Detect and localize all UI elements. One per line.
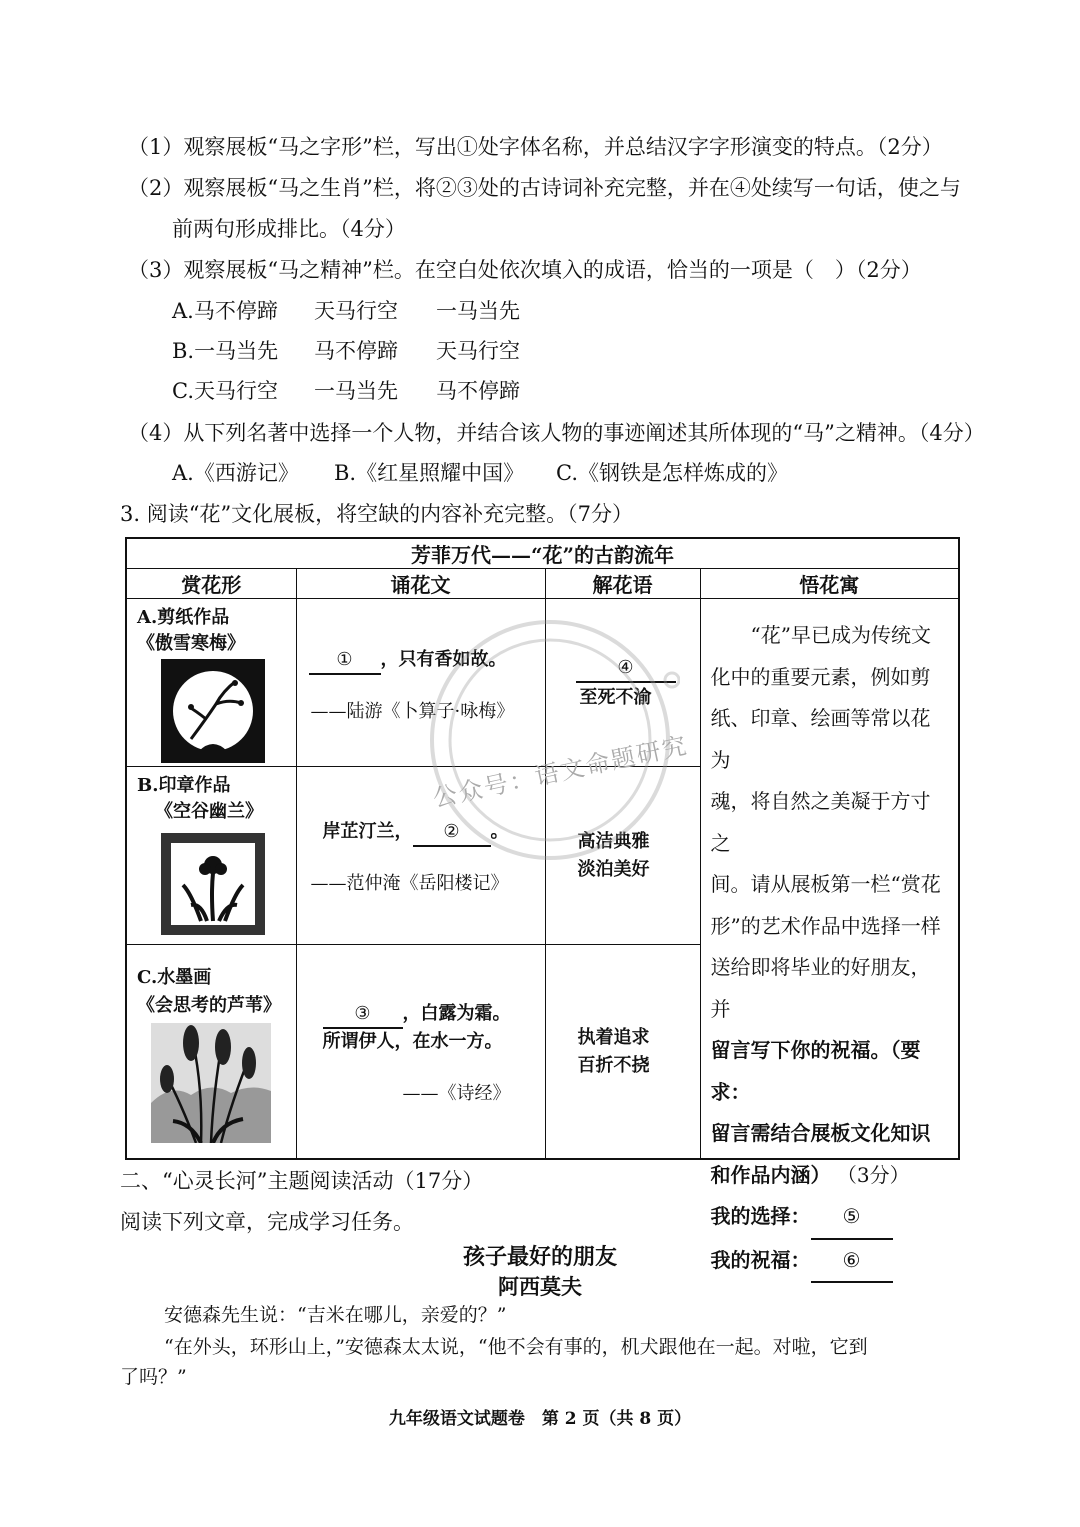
blank-5: ⑤ xyxy=(811,1196,893,1240)
row-c-label: C.水墨画 xyxy=(137,967,212,988)
row-b-language xyxy=(545,767,700,945)
article-paragraph-2-cont: 了吗？” xyxy=(120,1366,187,1388)
row-a-shape xyxy=(126,599,296,767)
header-shape: 赏花形 xyxy=(126,569,296,599)
row-c-language xyxy=(545,945,700,1159)
row-note xyxy=(700,599,959,1272)
blank-3: ③ xyxy=(323,1001,403,1029)
row-b-source: ——范仲淹《岳阳楼记》 xyxy=(310,873,509,894)
header-meaning: 悟花寓 xyxy=(700,569,959,599)
blank-1: ① xyxy=(309,647,381,675)
article-title: 孩子最好的朋友 xyxy=(462,1244,617,1270)
row-a-label: A.剪纸作品 xyxy=(137,607,230,628)
plum-papercut-image xyxy=(161,659,265,763)
article-paragraph-1: 安德森先生说：“吉米在哪儿，亲爱的？” xyxy=(164,1304,507,1326)
question-3: （3）观察展板“马之精神”栏。在空白处依次填入的成语，恰当的一项是（ ）（2分） xyxy=(128,258,922,282)
question-4: （4）从下列名著中选择一个人物，并结合该人物的事迹阐述其所体现的“马”之精神。（4分） xyxy=(128,421,985,445)
board-title: 芳菲万代——“花”的古韵流年 xyxy=(126,538,959,569)
row-b-meaning-2: 淡泊美好 xyxy=(577,859,650,880)
note-text: “花”早已成为传统文 化中的重要元素，例如剪 纸、印章、绘画等常以花为 魂，将自然之美凝于方寸之 间。请从展板第一栏“赏花 形”的艺术作品中选择一样 送给即将毕业的好朋友，并 留言写下你的祝福。（要求： 留言需结合展板文化知识 和作品内涵） （3分） 我的选择： ⑤ 我的祝福： ⑥ xyxy=(711,615,951,1283)
row-c-shape xyxy=(126,945,296,1159)
part-2-heading: 二、“心灵长河”主题阅读活动（17分） xyxy=(120,1169,484,1193)
reed-painting-image xyxy=(151,1023,271,1143)
blank-4: ④ xyxy=(576,655,676,683)
blank-6: ⑥ xyxy=(811,1240,893,1284)
row-c-line-2: 所谓伊人，在水一方。 xyxy=(322,1031,503,1052)
book-options: A.《西游记》 B.《红星照耀中国》 C.《钢铁是怎样炼成的》 xyxy=(172,461,788,485)
row-b-label: B.印章作品 xyxy=(137,775,231,796)
row-c-meaning-2: 百折不挠 xyxy=(577,1055,650,1076)
row-b-work: 《空谷幽兰》 xyxy=(155,801,263,822)
row-a-source: ——陆游《卜算子·咏梅》 xyxy=(310,701,515,722)
question-1: （1）观察展板“马之字形”栏，写出①处字体名称，并总结汉字字形演变的特点。（2分） xyxy=(128,135,943,159)
row-c-meaning-1: 执着追求 xyxy=(577,1027,650,1048)
row-c-work: 《会思考的芦苇》 xyxy=(137,995,281,1016)
article-paragraph-2: “在外头，环形山上，”安德森太太说，“他不会有事的，机犬跟他在一起。对啦，它到 xyxy=(164,1336,868,1358)
row-b-text: 岸芷汀兰， ② 。 ——范仲淹《岳阳楼记》 xyxy=(296,767,545,945)
row-a-meaning: 至死不渝 xyxy=(579,687,652,708)
option-b: B.一马当先 马不停蹄 天马行空 xyxy=(172,339,520,363)
row-a-work: 《傲雪寒梅》 xyxy=(137,633,245,654)
section-3-heading: 3. 阅读“花”文化展板，将空缺的内容补充完整。（7分） xyxy=(120,502,634,526)
row-b-shape xyxy=(126,767,296,945)
option-a: A.马不停蹄 天马行空 一马当先 xyxy=(172,299,520,323)
row-a-text: ① ，只有香如故。 ——陆游《卜算子·咏梅》 xyxy=(296,599,545,767)
question-2: （2）观察展板“马之生肖”栏，将②③处的古诗词补充完整，并在④处续写一句话，使之与 xyxy=(128,176,961,200)
header-text: 诵花文 xyxy=(296,569,545,599)
part-2-instruction: 阅读下列文章，完成学习任务。 xyxy=(120,1210,414,1234)
option-c: C.天马行空 一马当先 马不停蹄 xyxy=(172,379,520,403)
row-c-text: ③ ，白露为霜。 所谓伊人，在水一方。 ——《诗经》 xyxy=(296,945,545,1159)
article-author: 阿西莫夫 xyxy=(498,1274,582,1299)
header-language: 解花语 xyxy=(545,569,700,599)
row-c-source: ——《诗经》 xyxy=(402,1083,511,1104)
watermark-text: 公众号：语文命题研究 xyxy=(430,731,691,813)
question-2-cont: 前两句形成排比。（4分） xyxy=(172,217,406,241)
orchid-seal-image xyxy=(161,833,265,935)
blank-2: ② xyxy=(413,819,491,847)
row-b-meaning-1: 高洁典雅 xyxy=(577,831,650,852)
page-footer: 九年级语文试题卷 第 2 页（共 8 页） xyxy=(388,1409,692,1429)
